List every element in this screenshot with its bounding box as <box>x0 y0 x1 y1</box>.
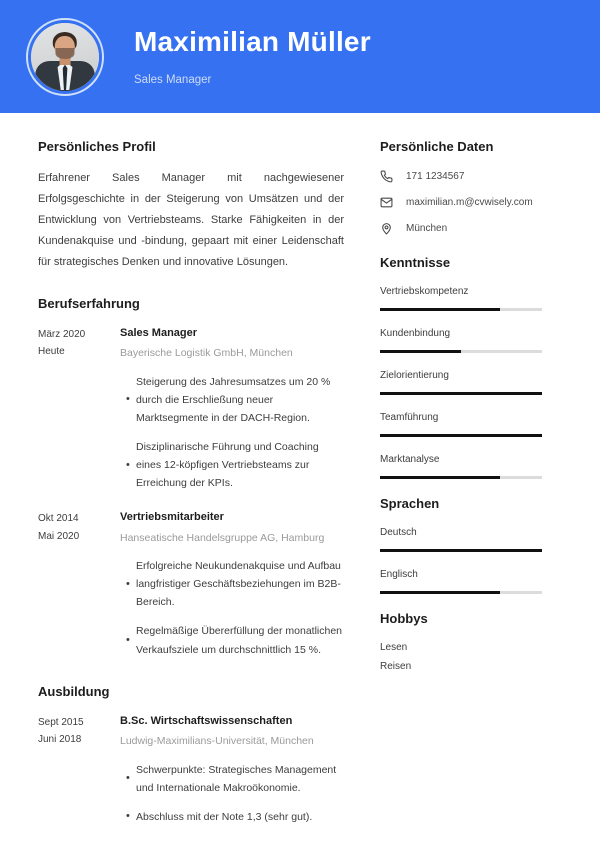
bullet-dot-icon: • <box>126 634 130 647</box>
profile-heading: Persönliches Profil <box>38 139 156 154</box>
education-heading: Ausbildung <box>38 683 110 699</box>
phone-icon <box>380 170 400 183</box>
candidate-job-title: Sales Manager <box>134 74 212 87</box>
skill-bar-fill <box>380 392 542 395</box>
email-value: maximilian.m@cvwisely.com <box>406 197 533 208</box>
experience-entry <box>38 325 344 504</box>
entry-bullets <box>120 373 344 492</box>
language-bar-fill <box>380 591 500 594</box>
section-skills <box>380 255 564 479</box>
skill-bar-fill <box>380 476 500 479</box>
bullet-dot-icon: • <box>126 810 130 823</box>
contact-email <box>380 196 564 209</box>
section-profile <box>38 139 344 274</box>
contact-phone <box>380 170 564 183</box>
skill-item <box>380 328 564 353</box>
main-column <box>0 139 372 859</box>
contact-location <box>380 222 564 235</box>
skills-heading: Kenntnisse <box>380 255 451 270</box>
education-entry <box>38 713 344 837</box>
language-bar-fill <box>380 549 542 552</box>
entry-main <box>110 713 344 837</box>
date-end: Heute <box>38 346 65 358</box>
skill-bar <box>380 308 542 311</box>
skill-bar <box>380 476 542 479</box>
entry-dates <box>38 713 110 837</box>
bullet-text: Steigerung des Jahresumsatzes um 20 % durch die Erschließung neuer Marktsegmente in der DACH-Region. <box>136 375 331 424</box>
skill-bar <box>380 392 542 395</box>
resume-body <box>0 113 600 859</box>
bullet-text: Regelmäßige Übererfüllung der monatlichen Verkaufsziele um durchschnittlich 15 %. <box>136 625 343 656</box>
section-education <box>38 684 344 837</box>
sidebar-column <box>372 139 600 859</box>
phone-value: 171 1234567 <box>406 171 465 182</box>
entry-institution: Ludwig-Maximilians-Universität, München <box>120 735 314 748</box>
skill-item <box>380 286 564 311</box>
avatar <box>26 18 104 96</box>
entry-organization: Bayerische Logistik GmbH, München <box>120 347 293 360</box>
skill-item <box>380 412 564 437</box>
section-hobbies <box>380 611 564 676</box>
hobbies-heading: Hobbys <box>380 611 428 626</box>
candidate-name: Maximilian Müller <box>134 25 371 57</box>
skill-label: Kundenbindung <box>380 328 451 339</box>
resume-header <box>0 0 600 113</box>
skill-item <box>380 454 564 479</box>
bullet-item <box>120 557 344 611</box>
date-start: Okt 2014 <box>38 513 79 525</box>
date-end: Juni 2018 <box>38 734 82 746</box>
portrait-photo <box>31 23 99 91</box>
language-label: Deutsch <box>380 527 417 538</box>
bullet-dot-icon: • <box>126 393 130 406</box>
language-bar <box>380 549 542 552</box>
bullet-text: Abschluss mit der Note 1,3 (sehr gut). <box>136 810 313 823</box>
experience-heading: Berufserfahrung <box>38 295 140 311</box>
bullet-dot-icon: • <box>126 458 130 471</box>
date-end: Mai 2020 <box>38 530 80 542</box>
entry-role: Sales Manager <box>120 326 198 339</box>
entry-dates <box>38 325 110 504</box>
bullet-dot-icon: • <box>126 577 130 590</box>
experience-entry <box>38 509 344 669</box>
language-item <box>380 569 564 594</box>
envelope-icon <box>380 196 400 209</box>
skill-label: Zielorientierung <box>380 370 449 381</box>
entry-bullets <box>120 557 344 658</box>
entry-bullets <box>120 761 344 826</box>
language-bar <box>380 591 542 594</box>
bullet-text: Erfolgreiche Neukundenakquise und Aufbau langfristiger Geschäftsbeziehungen im B2B-Bereich. <box>136 560 341 609</box>
languages-heading: Sprachen <box>380 496 440 511</box>
skill-bar-fill <box>380 434 542 437</box>
skill-bar-fill <box>380 350 461 353</box>
bullet-item <box>120 622 344 658</box>
bullet-text: Schwerpunkte: Strategisches Management und Internationale Makroökonomie. <box>136 763 337 794</box>
language-item <box>380 527 564 552</box>
skill-label: Marktanalyse <box>380 454 440 465</box>
entry-dates <box>38 509 110 669</box>
bullet-item <box>120 373 344 427</box>
skill-label: Teamführung <box>380 412 439 423</box>
personal-data-heading: Persönliche Daten <box>380 139 494 154</box>
date-start: März 2020 <box>38 328 86 340</box>
hobby-item: Reisen <box>380 661 412 672</box>
bullet-item <box>120 438 344 492</box>
bullet-item <box>120 808 344 826</box>
hobby-item: Lesen <box>380 642 408 653</box>
entry-degree: B.Sc. Wirtschaftswissenschaften <box>120 714 293 727</box>
section-languages <box>380 496 564 594</box>
section-experience <box>38 296 344 670</box>
location-pin-icon <box>380 222 400 235</box>
skill-bar-fill <box>380 308 500 311</box>
header-text-block <box>134 27 371 87</box>
profile-text: Erfahrener Sales Manager mit nachgewiesener Erfolgsgeschichte in der Steigerung von Umsätzen und der Entwicklung von Vertriebsteams. Starke Fähigkeiten in der Kundenakquise und -bindung, gepaart mit einer Leidenschaft für strategisches Denken und innovative Lösungen. <box>38 172 344 269</box>
location-value: München <box>406 223 448 234</box>
entry-main <box>110 509 344 669</box>
skill-item <box>380 370 564 395</box>
skill-bar <box>380 350 542 353</box>
entry-main <box>110 325 344 504</box>
entry-role: Vertriebsmitarbeiter <box>120 511 224 524</box>
skill-label: Vertriebskompetenz <box>380 286 469 297</box>
skill-bar <box>380 434 542 437</box>
bullet-item <box>120 761 344 797</box>
language-label: Englisch <box>380 569 418 580</box>
entry-organization: Hanseatische Handelsgruppe AG, Hamburg <box>120 531 325 544</box>
bullet-dot-icon: • <box>126 772 130 785</box>
bullet-text: Disziplinarische Führung und Coaching eines 12-köpfigen Vertriebsteams zur Erreichung der KPIs. <box>136 440 319 490</box>
section-personal-data <box>380 139 564 235</box>
date-start: Sept 2015 <box>38 716 84 728</box>
